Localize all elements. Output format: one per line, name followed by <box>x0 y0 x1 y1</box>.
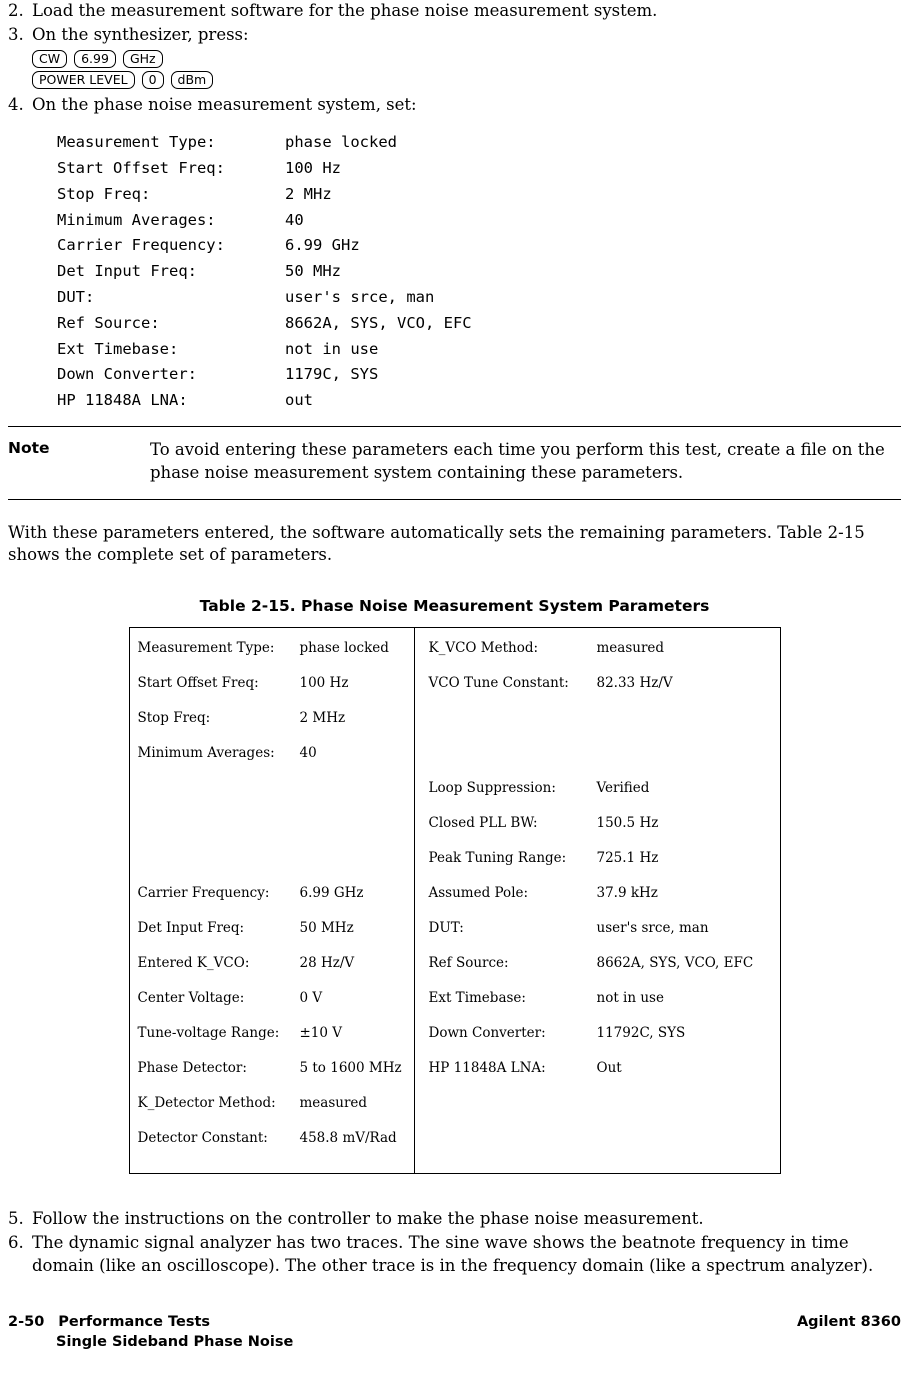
note-body <box>8 427 901 499</box>
param-label: Measurement Type: <box>137 640 275 657</box>
step-text: The dynamic signal analyzer has two traces. The sine wave shows the beatnote frequency in time domain (like an oscilloscope). The other trace is in the frequency domain (like a spectrum analyzer). <box>32 1232 874 1275</box>
step-3 <box>8 24 901 47</box>
settings-row <box>57 182 901 208</box>
setting-value: 6.99 GHz <box>285 236 360 255</box>
page-footer <box>8 1314 901 1350</box>
param-label: Stop Freq: <box>137 710 211 727</box>
setting-label: Ref Source: <box>57 313 160 332</box>
setting-value: 40 <box>285 210 304 229</box>
setting-value: out <box>285 391 313 410</box>
page-content <box>8 0 901 1278</box>
step-text: On the synthesizer, press: <box>32 24 249 44</box>
param-value: 150.5 Hz <box>596 815 659 832</box>
param-label: Detector Constant: <box>137 1130 268 1147</box>
setting-value: 1179C, SYS <box>285 365 379 384</box>
table-row-spacer <box>138 815 414 850</box>
table-right-column <box>415 628 780 1173</box>
param-label: DUT: <box>428 920 464 937</box>
setting-label: Down Converter: <box>57 365 197 384</box>
param-value: 28 Hz/V <box>299 955 355 972</box>
settings-row <box>57 311 901 337</box>
table-caption: Table 2-15. Phase Noise Measurement System Parameters <box>199 597 710 616</box>
step-5 <box>8 1208 901 1231</box>
setting-label: Measurement Type: <box>57 133 216 152</box>
step-text: On the phase noise measurement system, set: <box>32 94 417 114</box>
param-label: Peak Tuning Range: <box>428 850 567 867</box>
settings-row <box>57 259 901 285</box>
settings-row <box>57 208 901 234</box>
footer-product: Agilent 8360 <box>796 1314 901 1330</box>
key-dbm: dBm <box>171 71 214 89</box>
param-value: 0 V <box>299 990 323 1007</box>
step-4 <box>8 94 901 117</box>
step-number: 6. <box>8 1232 24 1252</box>
table-left-column <box>130 628 415 1173</box>
step-number: 3. <box>8 24 24 44</box>
param-value: Verified <box>596 780 650 797</box>
param-value: 50 MHz <box>299 920 354 937</box>
table-row <box>138 675 414 710</box>
param-value: 8662A, SYS, VCO, EFC <box>596 955 754 972</box>
param-label: Start Offset Freq: <box>137 675 259 692</box>
key-zero: 0 <box>142 71 164 89</box>
parameters-table <box>129 627 781 1174</box>
setting-label: HP 11848A LNA: <box>57 391 188 410</box>
setting-label: Carrier Frequency: <box>57 236 225 255</box>
param-value: 37.9 kHz <box>596 885 658 902</box>
step-text: Load the measurement software for the phase noise measurement system. <box>32 1 658 20</box>
note-block <box>8 426 901 500</box>
settings-row <box>57 130 901 156</box>
table-row <box>429 990 780 1025</box>
table-row <box>138 710 414 745</box>
table-row <box>138 885 414 920</box>
param-label: Closed PLL BW: <box>428 815 538 832</box>
table-row <box>138 920 414 955</box>
keycap-row-1 <box>32 50 901 68</box>
param-value: 11792C, SYS <box>596 1025 686 1042</box>
param-label: Ext Timebase: <box>428 990 526 1007</box>
table-row-spacer <box>429 710 780 745</box>
step-6 <box>8 1232 901 1278</box>
setting-label: DUT: <box>57 288 95 307</box>
settings-row <box>57 362 901 388</box>
param-label: Minimum Averages: <box>137 745 275 762</box>
table-row <box>429 640 780 675</box>
param-label: Phase Detector: <box>137 1060 247 1077</box>
setting-value: not in use <box>285 339 379 358</box>
param-label: Center Voltage: <box>137 990 245 1007</box>
key-power-level: POWER LEVEL <box>32 71 135 89</box>
table-row <box>138 1025 414 1060</box>
table-row <box>429 955 780 990</box>
table-row <box>138 640 414 675</box>
param-value: 100 Hz <box>299 675 349 692</box>
settings-list <box>57 130 901 414</box>
table-row <box>138 990 414 1025</box>
param-value: ±10 V <box>299 1025 343 1042</box>
setting-value: 100 Hz <box>285 159 341 178</box>
settings-row <box>57 285 901 311</box>
note-text: To avoid entering these parameters each time you perform this test, create a file on the phase noise measurement system containing these parameters. <box>150 440 885 482</box>
table-row <box>429 780 780 815</box>
param-label: Loop Suppression: <box>428 780 556 797</box>
footer-section: Performance Tests <box>58 1314 211 1330</box>
table-row-spacer <box>138 850 414 885</box>
table-row-spacer <box>138 780 414 815</box>
table-row <box>138 955 414 990</box>
setting-label: Start Offset Freq: <box>57 159 225 178</box>
param-label: Assumed Pole: <box>428 885 529 902</box>
footer-left-group <box>8 1314 210 1330</box>
setting-value: user's srce, man <box>285 288 435 307</box>
settings-row <box>57 156 901 182</box>
param-label: Det Input Freq: <box>137 920 245 937</box>
param-value: 458.8 mV/Rad <box>299 1130 397 1147</box>
param-label: K_VCO Method: <box>428 640 539 657</box>
step-text: Follow the instructions on the controller to make the phase noise measurement. <box>32 1209 704 1229</box>
setting-value: 50 MHz <box>285 262 341 281</box>
keycap-row-2 <box>32 71 901 89</box>
param-value: phase locked <box>299 640 389 657</box>
table-row <box>429 920 780 955</box>
param-value: 5 to 1600 MHz <box>299 1060 402 1077</box>
table-row <box>429 1025 780 1060</box>
key-ghz: GHz <box>123 50 163 68</box>
step-2 <box>8 0 901 23</box>
param-value: 6.99 GHz <box>299 885 364 902</box>
table-row <box>429 1060 780 1095</box>
key-frequency-value: 6.99 <box>74 50 116 68</box>
param-label: HP 11848A LNA: <box>428 1060 546 1077</box>
settings-row <box>57 337 901 363</box>
table-row <box>138 1095 414 1130</box>
settings-row <box>57 233 901 259</box>
setting-value: 2 MHz <box>285 184 332 203</box>
param-value: Out <box>596 1060 622 1077</box>
param-value: measured <box>596 640 665 657</box>
intro-paragraph: With these parameters entered, the software automatically sets the remaining parameters. Table 2-15 shows the complete set of parameters. <box>8 522 865 565</box>
param-value: user's srce, man <box>596 920 709 937</box>
table-row <box>138 745 414 780</box>
param-value: 725.1 Hz <box>596 850 659 867</box>
param-value: 40 <box>299 745 317 762</box>
param-value: measured <box>299 1095 368 1112</box>
table-row <box>429 885 780 920</box>
key-cw: CW <box>32 50 67 68</box>
setting-label: Minimum Averages: <box>57 210 216 229</box>
param-label: VCO Tune Constant: <box>428 675 569 692</box>
footer-primary-line <box>8 1314 901 1330</box>
param-value: not in use <box>596 990 664 1007</box>
step-number: 5. <box>8 1209 24 1229</box>
table-row-spacer <box>429 745 780 780</box>
note-label: Note <box>8 439 50 458</box>
setting-label: Stop Freq: <box>57 184 151 203</box>
step-number: 4. <box>8 94 24 114</box>
param-label: Ref Source: <box>428 955 509 972</box>
param-label: K_Detector Method: <box>137 1095 276 1112</box>
step-number: 2. <box>8 1 24 20</box>
note-bottom-rule <box>8 499 901 500</box>
setting-value: phase locked <box>285 133 397 152</box>
table-row <box>429 850 780 885</box>
table-row <box>138 1130 414 1165</box>
table-row <box>429 675 780 710</box>
param-value: 82.33 Hz/V <box>596 675 673 692</box>
page-number: 2-50 <box>8 1314 45 1330</box>
table-row <box>138 1060 414 1095</box>
param-label: Down Converter: <box>428 1025 546 1042</box>
param-label: Tune-voltage Range: <box>137 1025 280 1042</box>
setting-label: Det Input Freq: <box>57 262 197 281</box>
param-value: 2 MHz <box>299 710 346 727</box>
setting-label: Ext Timebase: <box>57 339 179 358</box>
settings-row <box>57 388 901 414</box>
param-label: Entered K_VCO: <box>137 955 250 972</box>
setting-value: 8662A, SYS, VCO, EFC <box>285 313 472 332</box>
param-label: Carrier Frequency: <box>137 885 270 902</box>
table-row <box>429 815 780 850</box>
footer-subsection: Single Sideband Phase Noise <box>56 1334 294 1350</box>
